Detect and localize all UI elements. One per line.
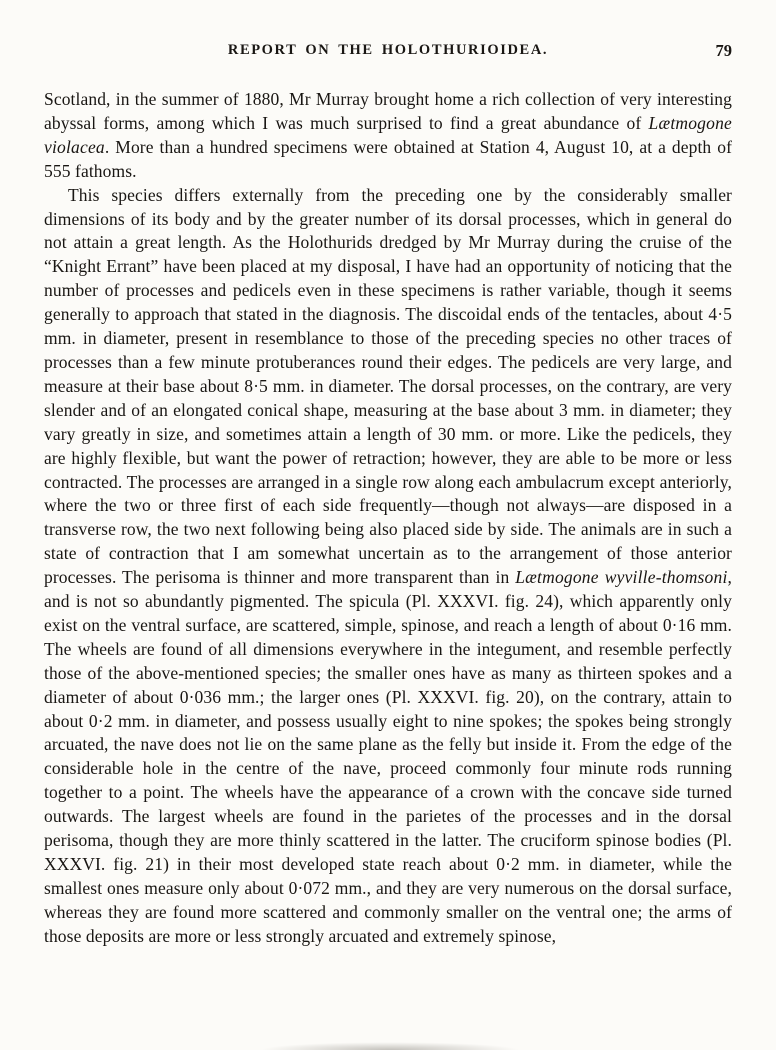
species-name: Lætmogone wyville-thomsoni [515, 567, 728, 588]
scan-edge-shadow [260, 1042, 520, 1050]
text-run: This species differs externally from the preceding one by the considerably smaller dimensions of its body and by the greater number of its dorsal processes, which in general do not attain a great length. As the Holothurids dredged by Mr Murray during the cruise of the “Knight Errant” have been placed at my disposal, I have had an opportunity of noticing that the number of processes and pedicels even in these specimens is rather variable, though it seems generally to approach that stated in the diagnosis. The discoidal ends of the tentacles, about 4·5 mm. in diameter, present in resemblance to those of the preceding species no other traces of processes than a few minute protuberances round their edges. The pedicels are very large, and measure at their base about 8·5 mm. in diameter. The dorsal processes, on the contrary, are very slender and of an elongated conical shape, measuring at the base about 3 mm. in diameter; they vary greatly in size, and sometimes attain a length of 30 mm. or more. Like the pedicels, they are highly flexible, but want the power of retraction; however, they are able to be more or less contracted. The processes are arranged in a single row along each ambulacrum except anteriorly, where the two or three first of each side frequently—though not always—are disposed in a transverse row, the two next following being also placed side by side. The animals are in such a state of contraction that I am somewhat uncertain as to the arrangement of those anterior processes. The perisoma is thinner and more transparent than in [44, 184, 732, 588]
text-run: Scotland, in the summer of 1880, Mr Murray brought home a rich collection of very interesting abyssal forms, among which I was much surprised to find a great abundance of [44, 89, 732, 133]
text-run: , and is not so abundantly pigmented. The spicula (Pl. XXXVI. fig. 24), which apparently only exist on the ventral surface, are scattered, simple, spinose, and reach a length of about 0·16 mm. The wheels are found of all dimensions everywhere in the integument, and resemble perfectly those of the above-mentioned species; the smaller ones have as many as thirteen spokes and a diameter of about 0·036 mm.; the larger ones (Pl. XXXVI. fig. 20), on the contrary, attain to about 0·2 mm. in diameter, and possess usually eight to nine spokes; the spokes being strongly arcuated, the nave does not lie on the same plane as the felly but inside it. From the edge of the considerable hole in the centre of the nave, proceed commonly four minute rods running together to a point. The wheels have the appearance of a crown with the concave side turned outwards. The largest wheels are found in the parietes of the processes and in the dorsal perisoma, though they are more thinly scattered in the latter. The cruciform spinose bodies (Pl. XXXVI. fig. 21) in their most developed state reach about 0·2 mm. in diameter, while the smallest ones measure only about 0·072 mm., and they are very numerous on the dorsal surface, whereas they are found more scattered and commonly smaller on the ventral one; the arms of those deposits are more or less strongly arcuated and extremely spinose, [44, 567, 732, 946]
paragraph-1 [44, 88, 732, 184]
page-header [44, 42, 732, 64]
text-run: . More than a hundred specimens were obtained at Station 4, August 10, at a depth of 555 fathoms. [44, 136, 732, 181]
page-number: 79 [715, 41, 732, 60]
running-title: REPORT ON THE HOLOTHURIOIDEA. [227, 42, 549, 58]
paragraph-2 [44, 184, 732, 949]
page-body [44, 88, 732, 949]
document-page [44, 0, 732, 949]
species-name: Lætmogone violacea [44, 112, 732, 157]
